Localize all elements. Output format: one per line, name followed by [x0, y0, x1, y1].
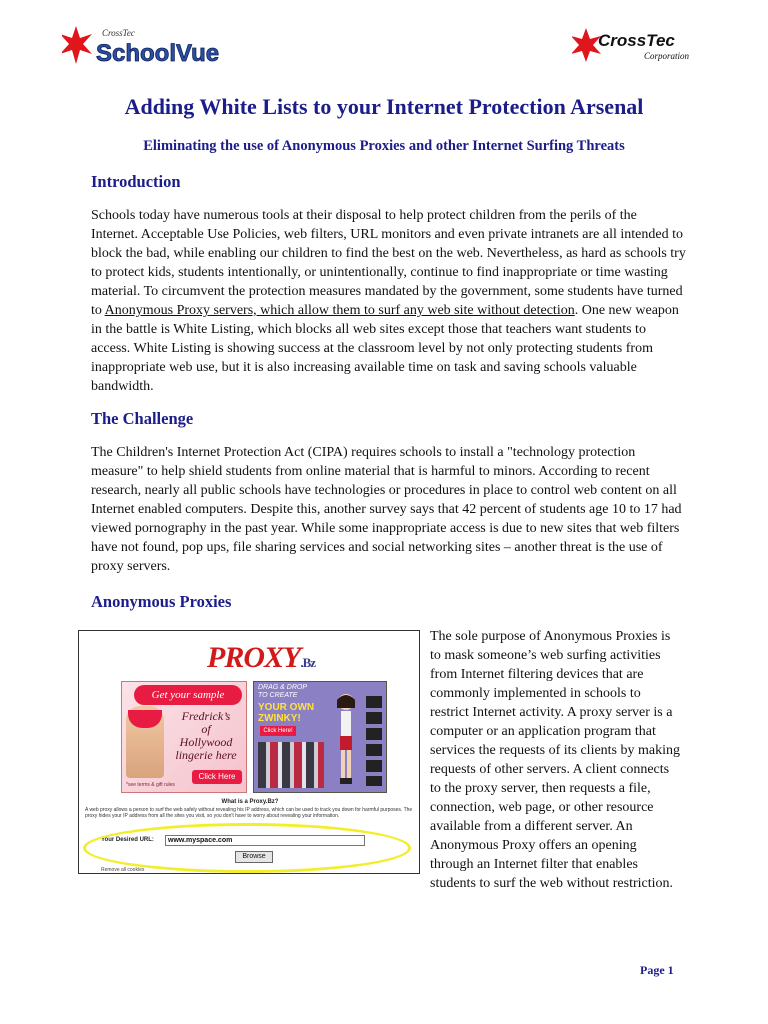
proxy-line: to mask someone’s web surfing activities [430, 648, 661, 663]
proxy-line: connection, web page, or other resource [430, 800, 654, 815]
challenge-line: proxy servers. [91, 559, 171, 574]
intro-line: access. White Listing is showing success at the classroom level by not only protecting students from [91, 341, 653, 356]
ad-brand [168, 710, 244, 762]
intro-line: bandwidth. [91, 379, 154, 394]
ad-brand-line: Hollywood [179, 735, 233, 749]
proxy-line: from Internet filtering devices that are [430, 667, 644, 682]
crosstec-sub: Corporation [644, 51, 690, 61]
proxy-line: restrict Internet activity. A proxy server is a [430, 705, 673, 720]
introduction-paragraph [91, 206, 686, 396]
document-subtitle: Eliminating the use of Anonymous Proxies and other Internet Surfing Threats [143, 138, 625, 154]
challenge-line: have not found, pop ups, file sharing services and social networking sites – another threat is the use of [91, 540, 663, 555]
challenge-line: The Children's Internet Protection Act (CIPA) requires schools to install a "technology protection [91, 445, 636, 460]
zwinky-button[interactable]: Click Here! [260, 726, 296, 736]
proxy-site-screenshot [78, 630, 420, 874]
ad-brand-line: Fredrick’s [181, 709, 231, 723]
remove-cookies-option[interactable]: Remove all cookies [101, 867, 145, 873]
proxy-line: available from a different server. An [430, 819, 633, 834]
proxy-line: requests of other servers. A client connects [430, 762, 670, 777]
intro-line: inappropriate web use, but it is also increasing available time on task and saving schools valuable [91, 360, 637, 375]
zwinky-accessories [366, 696, 382, 786]
proxy-line: computer or an application program that [430, 724, 656, 739]
schoolvue-name: SchoolVue [96, 40, 220, 67]
zwinky-avatar [332, 692, 360, 786]
zwinky-ad [253, 681, 387, 793]
proxy-line: through an Internet filter that enables [430, 857, 638, 872]
intro-line: material. To circumvent the protection measures mandated by the government, some students have turned [91, 284, 683, 299]
page-number: Page 1 [640, 963, 674, 977]
proxy-line: Anonymous Proxy offers an opening [430, 838, 637, 853]
ad-brand-line: of [201, 722, 211, 736]
url-input[interactable]: www.myspace.com [165, 835, 365, 846]
lingerie-ad [121, 681, 247, 793]
intro-line: to protect kids, students intentionally, or unintentionally, continue to find inappropriate or time wasting [91, 265, 668, 280]
crosstec-name: CrossTec [598, 31, 675, 50]
challenge-heading: The Challenge [91, 409, 194, 428]
ad-fine-print: *see terms & gift rules [126, 782, 175, 788]
proxy-logo-text: PROXY [207, 641, 301, 674]
highlight-ellipse [83, 823, 411, 873]
crosstec-logo [572, 26, 712, 66]
proxy-line: services the requests of its clients by making [430, 743, 680, 758]
challenge-line: Internet enabled computers. Despite this, another survey says that 42 percent of students age 10 to 17 had [91, 502, 682, 517]
ad-brand-line: lingerie here [175, 748, 237, 762]
what-is-proxy-title: What is a Proxy.Bz? [221, 799, 279, 805]
intro-line: block the bad, while enabling our children to find the best on the web. Nevertheless, as hard as schools try [91, 246, 686, 261]
zwinky-title: YOUR OWN ZWINKY! [258, 702, 315, 724]
ad-tagline: Get your sample [134, 685, 242, 705]
proxy-logo [207, 641, 315, 675]
what-is-proxy-text: A web proxy allows a person to surf the web safely without revealing his IP address, which can be used to track you down for harmful purposes. The proxy hides your IP address from all the sites you visit, so you don't have to worry about revealing your information. [85, 807, 413, 819]
intro-line: Schools today have numerous tools at their disposal to help protect children from the perils of the [91, 208, 637, 223]
url-label: Your Desired URL: [101, 837, 154, 843]
anonymous-proxies-heading: Anonymous Proxies [91, 592, 232, 611]
intro-line: Internet. Acceptable Use Policies, web filters, URL monitors and even private intranets are all intended to [91, 227, 683, 242]
anonymous-proxies-paragraph [430, 627, 686, 893]
proxy-line: to the proxy server, then requests a file, [430, 781, 651, 796]
challenge-line: viewed pornography in the past year. While some inappropriate access is due to new sites that web filters [91, 521, 680, 536]
browse-button[interactable]: Browse [235, 851, 273, 863]
proxy-line: commonly implemented in schools to [430, 686, 641, 701]
proxy-logo-tld: .Bz [300, 655, 316, 670]
intro-line-with-link [91, 301, 681, 320]
document-title: Adding White Lists to your Internet Protection Arsenal [124, 94, 644, 119]
zwinky-head: DRAG & DROP TO CREATE [258, 684, 307, 699]
proxy-line: students to surf the web without restriction. [430, 876, 674, 891]
introduction-heading: Introduction [91, 172, 181, 191]
intro-line-prefix: to [91, 303, 105, 318]
challenge-line: research, nearly all public schools have technologies or procedures in place to control web content on all [91, 483, 677, 498]
ad-click-here-button[interactable]: Click Here [192, 770, 242, 784]
schoolvue-tagline: CrossTec [102, 28, 135, 38]
intro-line: in the battle is White Listing, which blocks all web sites except those that teachers want students to [91, 322, 646, 337]
zwinky-clothing-items [258, 742, 324, 788]
schoolvue-logo [62, 22, 252, 68]
challenge-line: measure" to help shield students from online material that is harmful to minors. According to recent [91, 464, 650, 479]
intro-line-suffix: . One new weapon [574, 303, 679, 318]
proxy-link[interactable]: Anonymous Proxy servers, which allow them to surf any web site without detection [104, 303, 575, 318]
proxy-line: The sole purpose of Anonymous Proxies is [430, 629, 671, 644]
challenge-paragraph [91, 443, 681, 576]
